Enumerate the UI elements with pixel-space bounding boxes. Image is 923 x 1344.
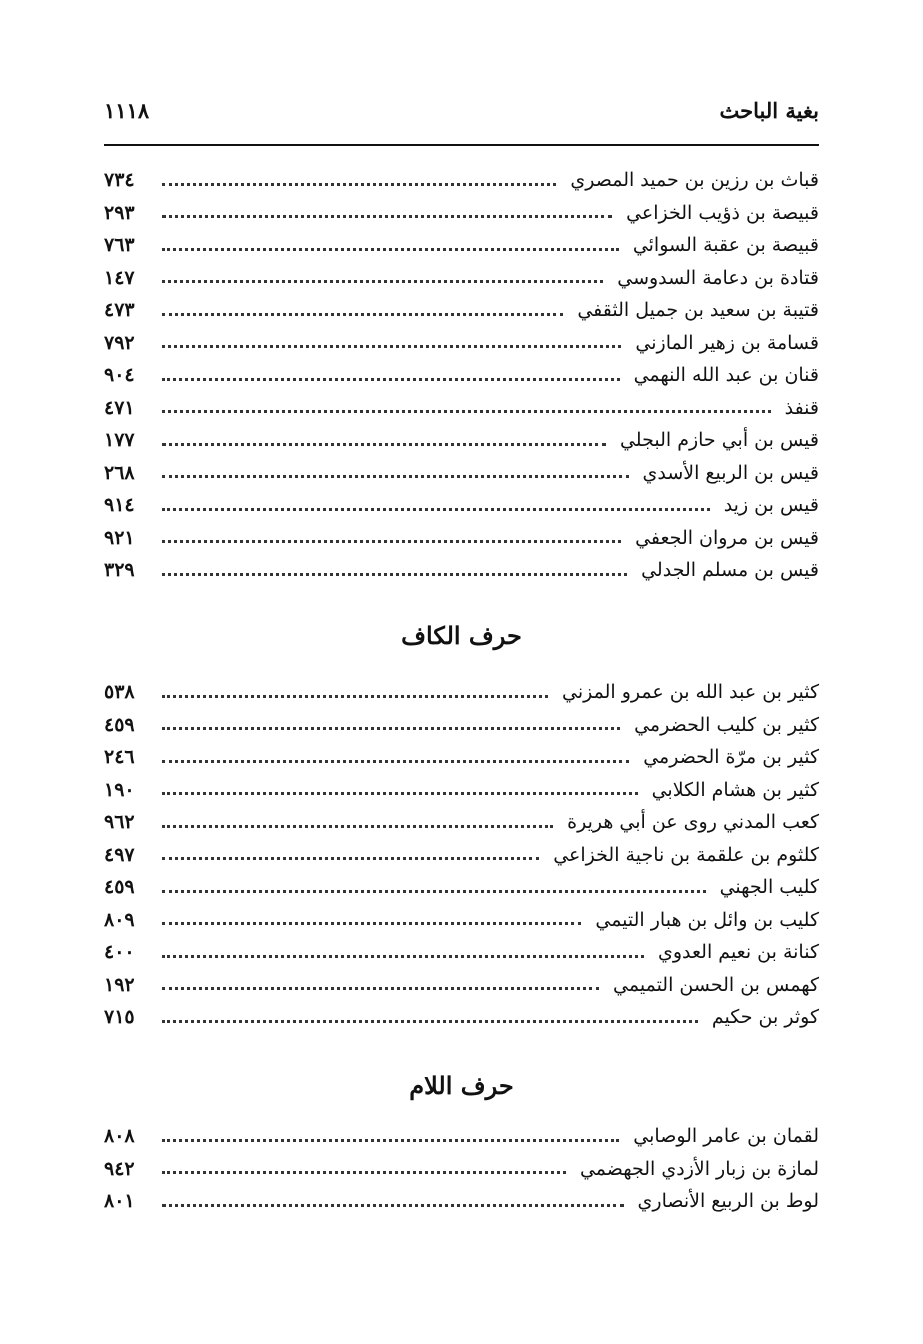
entry-name: قباث بن رزين بن حميد المصري: [570, 169, 819, 192]
entry-page-number: ٤٥٩: [104, 713, 135, 736]
dot-leader: [162, 987, 599, 990]
entry-name: قتادة بن دعامة السدوسي: [617, 266, 819, 289]
index-entry: [104, 197, 819, 230]
index-entry: [104, 489, 819, 522]
dot-leader: [162, 540, 621, 543]
index-entry: [104, 969, 819, 1002]
entry-name: قتيبة بن سعيد بن جميل الثقفي: [577, 299, 819, 322]
entry-name: قنان بن عبد الله النهمي: [633, 364, 819, 387]
entry-name: قبيصة بن ذؤيب الخزاعي: [626, 201, 819, 224]
book-title: بغية الباحث: [719, 98, 819, 123]
entry-name: كليب الجهني: [719, 876, 819, 899]
index-entry: [104, 904, 819, 937]
section-qaf: [104, 164, 819, 587]
entry-page-number: ١٤٧: [104, 266, 135, 289]
section-title-spacer: [104, 1106, 819, 1120]
entry-page-number: ٢٤٦: [104, 746, 135, 769]
entry-name: قبيصة بن عقبة السوائي: [632, 234, 819, 257]
index-entry: [104, 262, 819, 295]
entry-page-number: ٤٧٣: [104, 299, 135, 322]
entry-page-number: ٩٢١: [104, 526, 135, 549]
entry-name: لمازة بن زبار الأزدي الجهضمي: [579, 1157, 819, 1180]
entry-name: لقمان بن عامر الوصابي: [633, 1125, 819, 1148]
index-entry: [104, 1153, 819, 1186]
entry-page-number: ٩٦٢: [104, 811, 135, 834]
entry-page-number: ٨٠٨: [104, 1125, 135, 1148]
index-entry: [104, 839, 819, 872]
dot-leader: [162, 890, 706, 893]
index-entry: [104, 741, 819, 774]
index-entry: [104, 424, 819, 457]
dot-leader: [162, 1204, 624, 1207]
index-entry: [104, 522, 819, 555]
dot-leader: [162, 508, 710, 511]
index-entry: [104, 676, 819, 709]
dot-leader: [162, 857, 539, 860]
index-entry: [104, 1001, 819, 1034]
index-entry: [104, 359, 819, 392]
dot-leader: [162, 280, 603, 283]
entry-name: قيس بن أبي حازم البجلي: [619, 429, 819, 452]
dot-leader: [162, 215, 612, 218]
dot-leader: [162, 1020, 698, 1023]
section-title: حرف الكاف: [401, 621, 522, 650]
entry-name: كثير بن مرّة الحضرمي: [643, 746, 819, 769]
dot-leader: [162, 825, 553, 828]
entry-page-number: ٧٦٣: [104, 234, 135, 257]
dot-leader: [162, 378, 620, 381]
dot-leader: [162, 345, 621, 348]
entry-name: قيس بن زيد: [723, 494, 819, 517]
entry-name: كوثر بن حكيم: [711, 1006, 819, 1029]
entry-page-number: ٧١٥: [104, 1006, 135, 1029]
entry-name: كثير بن هشام الكلابي: [651, 778, 819, 801]
header-rule: [104, 144, 819, 146]
section-kaf: [104, 616, 819, 1034]
entry-name: قيس بن مروان الجعفي: [635, 526, 819, 549]
index-entry: [104, 327, 819, 360]
index-entry: [104, 1120, 819, 1153]
entry-name: قيس بن مسلم الجدلي: [641, 559, 819, 582]
index-entry: [104, 774, 819, 807]
page-header: [104, 98, 819, 138]
dot-leader: [162, 183, 556, 186]
dot-leader: [162, 1139, 619, 1142]
entry-name: كهمس بن الحسن التميمي: [613, 973, 819, 996]
entry-page-number: ٤٩٧: [104, 843, 135, 866]
entry-page-number: ٩٠٤: [104, 364, 135, 387]
entry-name: قسامة بن زهير المازني: [635, 331, 819, 354]
entry-page-number: ٢٦٨: [104, 461, 135, 484]
entry-name: كثير بن كليب الحضرمي: [634, 713, 819, 736]
index-entry: [104, 392, 819, 425]
index-entry: [104, 457, 819, 490]
entry-page-number: ٩١٤: [104, 494, 135, 517]
section-title-spacer: [104, 656, 819, 676]
index-entry: [104, 806, 819, 839]
entry-page-number: ١٩٢: [104, 973, 135, 996]
page-number: ١١١٨: [104, 98, 150, 123]
entry-page-number: ٧٩٢: [104, 331, 135, 354]
entry-page-number: ١٧٧: [104, 429, 135, 452]
entry-name: كنانة بن نعيم العدوي: [658, 941, 819, 964]
entry-name: كثير بن عبد الله بن عمرو المزني: [562, 681, 819, 704]
dot-leader: [162, 922, 581, 925]
dot-leader: [162, 792, 638, 795]
entry-name: كليب بن وائل بن هبار التيمي: [595, 908, 819, 931]
index-entry: [104, 554, 819, 587]
entry-page-number: ٤٥٩: [104, 876, 135, 899]
entry-page-number: ٥٣٨: [104, 681, 135, 704]
index-entry: [104, 229, 819, 262]
dot-leader: [162, 248, 619, 251]
dot-leader: [162, 410, 771, 413]
entry-page-number: ١٩٠: [104, 778, 135, 801]
index-entry: [104, 1185, 819, 1218]
entry-page-number: ٤٧١: [104, 396, 135, 419]
entry-name: كلثوم بن علقمة بن ناجية الخزاعي: [553, 843, 819, 866]
section-title: حرف اللام: [409, 1071, 514, 1100]
entry-page-number: ٨٠١: [104, 1190, 135, 1213]
index-entry: [104, 936, 819, 969]
dot-leader: [162, 760, 629, 763]
index-entry: [104, 164, 819, 197]
entry-page-number: ٢٩٣: [104, 201, 135, 224]
dot-leader: [162, 443, 606, 446]
entry-page-number: ٨٠٩: [104, 908, 135, 931]
entry-page-number: ٩٤٢: [104, 1157, 135, 1180]
dot-leader: [162, 695, 548, 698]
entry-name: قنفذ: [784, 396, 819, 419]
index-entry: [104, 294, 819, 327]
entry-page-number: ٣٢٩: [104, 559, 135, 582]
dot-leader: [162, 955, 644, 958]
dot-leader: [162, 573, 627, 576]
dot-leader: [162, 475, 629, 478]
entry-name: قيس بن الربيع الأسدي: [642, 461, 819, 484]
index-entry: [104, 709, 819, 742]
index-entry: [104, 871, 819, 904]
entry-page-number: ٧٣٤: [104, 169, 135, 192]
entry-page-number: ٤٠٠: [104, 941, 135, 964]
section-lam: [104, 1066, 819, 1218]
dot-leader: [162, 1171, 566, 1174]
dot-leader: [162, 313, 563, 316]
entry-name: كعب المدني روى عن أبي هريرة: [567, 811, 819, 834]
entry-name: لوط بن الربيع الأنصاري: [637, 1190, 819, 1213]
dot-leader: [162, 727, 620, 730]
